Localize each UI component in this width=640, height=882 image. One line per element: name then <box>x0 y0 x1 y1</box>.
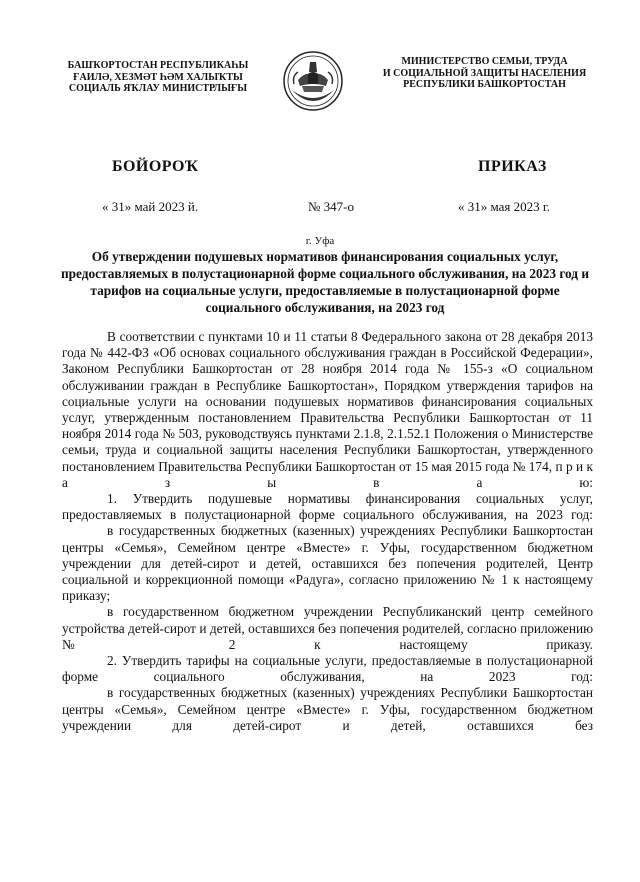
coat-of-arms-icon <box>282 50 344 112</box>
body-paragraph: в государственных бюджетных (казенных) учреждениях Республики Башкортостан центры «Семья», Семейном центре «Вместе» г. Уфы, государственном бюджетном учреждении для детей-сирот и детей, оставшихся без <box>62 685 593 733</box>
doc-type-bashkir: БОЙОРОҠ <box>112 158 199 175</box>
doc-type-russian: ПРИКАЗ <box>478 158 547 175</box>
header-right-line: РЕСПУБЛИКИ БАШКОРТОСТАН <box>403 79 566 90</box>
body-paragraph: в государственном бюджетном учреждении Республиканский центр семейного устройства детей-сирот и детей, оставшихся без попечения родителей, согласно приложению № 2 к настоящему приказу. <box>62 604 593 652</box>
document-title: Об утверждении подушевых нормативов финансирования социальных услуг, предоставляемых в полустационарной форме социального обслуживания, на 2023 год и тарифов на социальные услуги, предоставляемые в полустационарной форме социального обслуживания, на 2023 год <box>60 249 590 315</box>
date-russian: « 31» мая 2023 г. <box>458 199 551 214</box>
body-paragraph: 1. Утвердить подушевые нормативы финансирования социальных услуг, предоставляемых в полустационарной форме социального обслуживания, на 2023 год: <box>62 491 593 523</box>
ministry-name-bashkir <box>58 60 258 95</box>
header-left-line: ҒАИЛӘ, ХЕЗМӘТ ҺӘМ ХАЛЫҠТЫ <box>73 71 243 83</box>
city-label: г. Уфа <box>305 235 335 247</box>
body-paragraph: 2. Утвердить тарифы на социальные услуги, предоставляемые в полустационарной форме социального обслуживания, на 2023 год: <box>62 653 593 685</box>
header-left-line: БАШҠОРТОСТАН РЕСПУБЛИКАҺЫ <box>67 60 249 71</box>
header-right-line: МИНИСТЕРСТВО СЕМЬИ, ТРУДА <box>401 56 568 67</box>
header-left-line: СОЦИАЛЬ ЯҠЛАУ МИНИСТРЛЫҒЫ <box>68 83 248 94</box>
order-number: № 347-о <box>308 199 354 214</box>
ministry-name-russian <box>382 56 587 91</box>
date-bashkir: « 31» май 2023 й. <box>102 199 199 214</box>
document-body <box>62 329 593 734</box>
header-right-line: И СОЦИАЛЬНОЙ ЗАЩИТЫ НАСЕЛЕНИЯ <box>382 67 587 79</box>
body-paragraph: в государственных бюджетных (казенных) учреждениях Республики Башкортостан центры «Семья», Семейном центре «Вместе» г. Уфы, государственном бюджетном учреждении для детей-сирот и детей, оставшихся без попечения родителей, Центр социальной и коррекционной помощи «Радуга», согласно приложению № 1 к настоящему приказу; <box>62 523 593 604</box>
body-paragraph: В соответствии с пунктами 10 и 11 статьи 8 Федерального закона от 28 декабря 2013 года № 442-ФЗ «Об основах социального обслуживания граждан в Российской Федерации», Законом Республики Башкортостан от 28 ноября 2014 года № 155-з «О социальном обслуживании граждан в Республике Башкортостан», Порядком утверждения тарифов на социальные услуги на основании подушевых нормативов финансирования социальных услуг, утвержденным постановлением Правительства Республики Башкортостан от 11 ноября 2014 года № 503, руководствуясь пунктами 2.1.8, 2.1.52.1 Положения о Министерстве семьи, труда и социальной защиты населения Республики Башкортостан, утвержденного постановлением Правительства Республики Башкортостан от 15 мая 2015 года № 174, п р и к а з ы в а ю: <box>62 329 593 490</box>
